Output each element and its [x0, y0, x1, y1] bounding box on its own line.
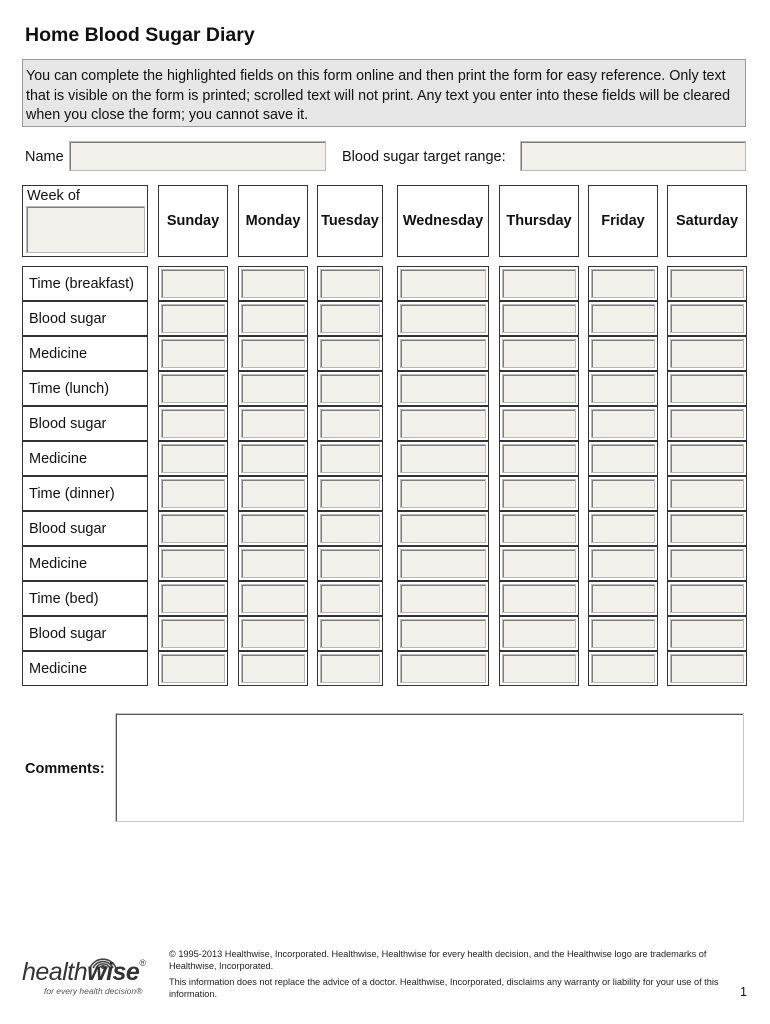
entry-field[interactable]: [670, 339, 744, 368]
day-header-sunday: Sunday: [158, 185, 228, 257]
entry-field[interactable]: [670, 444, 744, 473]
entry-field[interactable]: [161, 444, 225, 473]
entry-field[interactable]: [502, 584, 576, 613]
entry-cell: [397, 616, 489, 651]
entry-cell: [238, 371, 308, 406]
entry-cell: [667, 581, 747, 616]
entry-cell: [499, 476, 579, 511]
entry-cell: [317, 651, 383, 686]
entry-cell: [667, 266, 747, 301]
entry-field[interactable]: [670, 619, 744, 648]
entry-field[interactable]: [320, 654, 380, 683]
entry-field[interactable]: [670, 584, 744, 613]
logo-tagline: for every health decision®: [44, 986, 143, 996]
entry-cell: [317, 581, 383, 616]
entry-cell: [158, 371, 228, 406]
entry-field[interactable]: [320, 269, 380, 298]
entry-field[interactable]: [241, 339, 305, 368]
entry-field[interactable]: [670, 654, 744, 683]
target-range-label: Blood sugar target range:: [342, 149, 506, 165]
entry-cell: [667, 371, 747, 406]
entry-field[interactable]: [502, 514, 576, 543]
row-label: Medicine: [22, 336, 148, 371]
entry-field[interactable]: [502, 269, 576, 298]
entry-cell: [238, 616, 308, 651]
entry-cell: [499, 511, 579, 546]
entry-cell: [588, 406, 658, 441]
entry-field[interactable]: [502, 479, 576, 508]
entry-cell: [238, 266, 308, 301]
row-label: Blood sugar: [22, 616, 148, 651]
page-number: 1: [740, 985, 747, 999]
day-header-tuesday: Tuesday: [317, 185, 383, 257]
entry-cell: [397, 406, 489, 441]
entry-field[interactable]: [320, 409, 380, 438]
entry-cell: [499, 581, 579, 616]
entry-field[interactable]: [670, 374, 744, 403]
entry-cell: [499, 336, 579, 371]
entry-field[interactable]: [400, 269, 486, 298]
entry-cell: [317, 406, 383, 441]
entry-field[interactable]: [670, 514, 744, 543]
entry-field[interactable]: [400, 444, 486, 473]
entry-cell: [397, 301, 489, 336]
entry-cell: [397, 266, 489, 301]
entry-cell: [588, 581, 658, 616]
entry-cell: [588, 616, 658, 651]
entry-cell: [397, 511, 489, 546]
entry-cell: [317, 371, 383, 406]
entry-field[interactable]: [241, 619, 305, 648]
entry-field[interactable]: [502, 549, 576, 578]
entry-field[interactable]: [591, 584, 655, 613]
entry-cell: [667, 511, 747, 546]
entry-field[interactable]: [502, 339, 576, 368]
healthwise-logo: [22, 940, 154, 1000]
entry-field[interactable]: [320, 339, 380, 368]
entry-field[interactable]: [591, 269, 655, 298]
day-header-saturday: Saturday: [667, 185, 747, 257]
entry-cell: [238, 546, 308, 581]
entry-field[interactable]: [241, 444, 305, 473]
entry-cell: [158, 476, 228, 511]
day-header-thursday: Thursday: [499, 185, 579, 257]
entry-cell: [158, 266, 228, 301]
day-header-wednesday: Wednesday: [397, 185, 489, 257]
entry-field[interactable]: [591, 619, 655, 648]
entry-cell: [499, 441, 579, 476]
entry-field[interactable]: [161, 654, 225, 683]
row-label: Time (breakfast): [22, 266, 148, 301]
entry-field[interactable]: [400, 549, 486, 578]
entry-cell: [317, 441, 383, 476]
entry-cell: [397, 476, 489, 511]
entry-field[interactable]: [670, 479, 744, 508]
entry-cell: [499, 371, 579, 406]
entry-field[interactable]: [320, 584, 380, 613]
entry-field[interactable]: [241, 584, 305, 613]
entry-field[interactable]: [591, 654, 655, 683]
entry-cell: [588, 546, 658, 581]
entry-field[interactable]: [591, 374, 655, 403]
week-of-box: [22, 185, 148, 257]
entry-cell: [588, 476, 658, 511]
day-header-friday: Friday: [588, 185, 658, 257]
entry-cell: [397, 546, 489, 581]
entry-cell: [397, 336, 489, 371]
entry-cell: [667, 301, 747, 336]
entry-field[interactable]: [400, 304, 486, 333]
entry-field[interactable]: [400, 514, 486, 543]
entry-field[interactable]: [241, 479, 305, 508]
entry-field[interactable]: [591, 514, 655, 543]
entry-field[interactable]: [161, 549, 225, 578]
entry-cell: [317, 476, 383, 511]
name-field[interactable]: [69, 141, 326, 171]
entry-cell: [238, 336, 308, 371]
copyright-text: © 1995-2013 Healthwise, Incorporated. Healthwise, Healthwise for every health decision, and the Healthwise logo are trademarks of Healthwise, Incorporated.: [169, 949, 707, 971]
entry-field[interactable]: [502, 619, 576, 648]
entry-field[interactable]: [161, 339, 225, 368]
entry-field[interactable]: [241, 549, 305, 578]
entry-cell: [397, 651, 489, 686]
entry-field[interactable]: [320, 304, 380, 333]
comments-label: Comments:: [25, 761, 105, 777]
entry-cell: [667, 616, 747, 651]
entry-field[interactable]: [400, 584, 486, 613]
entry-cell: [238, 511, 308, 546]
entry-cell: [158, 441, 228, 476]
entry-cell: [158, 581, 228, 616]
entry-cell: [158, 511, 228, 546]
row-label: Time (lunch): [22, 371, 148, 406]
entry-cell: [397, 441, 489, 476]
entry-cell: [158, 546, 228, 581]
row-label: Medicine: [22, 651, 148, 686]
entry-cell: [667, 546, 747, 581]
entry-cell: [667, 336, 747, 371]
entry-field[interactable]: [241, 374, 305, 403]
entry-field[interactable]: [161, 304, 225, 333]
entry-cell: [588, 336, 658, 371]
entry-cell: [238, 651, 308, 686]
entry-field[interactable]: [320, 444, 380, 473]
entry-cell: [588, 301, 658, 336]
entry-field[interactable]: [502, 374, 576, 403]
entry-cell: [158, 336, 228, 371]
row-label: Medicine: [22, 546, 148, 581]
row-label: Blood sugar: [22, 511, 148, 546]
day-header-monday: Monday: [238, 185, 308, 257]
entry-field[interactable]: [241, 514, 305, 543]
row-label: Time (dinner): [22, 476, 148, 511]
entry-cell: [158, 301, 228, 336]
entry-field[interactable]: [591, 479, 655, 508]
entry-cell: [588, 651, 658, 686]
entry-field[interactable]: [591, 549, 655, 578]
entry-cell: [588, 441, 658, 476]
entry-cell: [317, 616, 383, 651]
entry-field[interactable]: [400, 654, 486, 683]
entry-field[interactable]: [502, 409, 576, 438]
logo-wordmark: healthwise®: [22, 958, 146, 986]
entry-cell: [588, 371, 658, 406]
entry-field[interactable]: [400, 479, 486, 508]
entry-cell: [317, 301, 383, 336]
entry-cell: [317, 336, 383, 371]
entry-cell: [238, 476, 308, 511]
entry-cell: [499, 651, 579, 686]
target-range-field[interactable]: [520, 141, 746, 171]
entry-field[interactable]: [161, 374, 225, 403]
entry-field[interactable]: [400, 409, 486, 438]
entry-cell: [238, 581, 308, 616]
entry-cell: [499, 266, 579, 301]
entry-field[interactable]: [161, 479, 225, 508]
entry-field[interactable]: [241, 654, 305, 683]
name-label: Name: [25, 149, 64, 165]
entry-cell: [158, 406, 228, 441]
entry-cell: [499, 406, 579, 441]
entry-field[interactable]: [161, 269, 225, 298]
entry-field[interactable]: [502, 654, 576, 683]
entry-cell: [317, 511, 383, 546]
entry-cell: [667, 651, 747, 686]
entry-field[interactable]: [400, 339, 486, 368]
entry-cell: [588, 511, 658, 546]
entry-cell: [317, 546, 383, 581]
entry-field[interactable]: [320, 549, 380, 578]
entry-cell: [238, 441, 308, 476]
entry-cell: [238, 406, 308, 441]
entry-field[interactable]: [161, 409, 225, 438]
entry-cell: [317, 266, 383, 301]
entry-field[interactable]: [591, 339, 655, 368]
row-label: Medicine: [22, 441, 148, 476]
entry-cell: [158, 651, 228, 686]
form-notice: You can complete the highlighted fields on this form online and then print the form for easy reference. Only text that is visible on the form is printed; scrolled text will not print. Any text you enter into these fields will be cleared when you close the form; you cannot save it.: [22, 59, 746, 127]
entry-field[interactable]: [320, 514, 380, 543]
entry-cell: [499, 546, 579, 581]
entry-field[interactable]: [161, 619, 225, 648]
entry-field[interactable]: [670, 409, 744, 438]
entry-cell: [667, 406, 747, 441]
entry-cell: [499, 616, 579, 651]
week-of-field[interactable]: [26, 206, 145, 253]
entry-cell: [667, 441, 747, 476]
comments-field[interactable]: [115, 713, 744, 822]
row-label: Time (bed): [22, 581, 148, 616]
entry-field[interactable]: [670, 269, 744, 298]
entry-cell: [158, 616, 228, 651]
entry-field[interactable]: [161, 584, 225, 613]
entry-field[interactable]: [400, 619, 486, 648]
form-title: Home Blood Sugar Diary: [25, 24, 255, 46]
entry-cell: [238, 301, 308, 336]
entry-field[interactable]: [241, 269, 305, 298]
week-of-label: Week of: [27, 188, 80, 204]
entry-field[interactable]: [161, 514, 225, 543]
entry-field[interactable]: [591, 409, 655, 438]
disclaimer-text: This information does not replace the advice of a doctor. Healthwise, Incorporated, disclaims any warranty or liability for your use of this information.: [169, 977, 719, 999]
row-label: Blood sugar: [22, 406, 148, 441]
entry-field[interactable]: [670, 304, 744, 333]
entry-field[interactable]: [502, 444, 576, 473]
entry-field[interactable]: [591, 304, 655, 333]
entry-field[interactable]: [320, 479, 380, 508]
entry-field[interactable]: [670, 549, 744, 578]
entry-cell: [397, 581, 489, 616]
entry-field[interactable]: [400, 374, 486, 403]
entry-cell: [588, 266, 658, 301]
entry-field[interactable]: [320, 374, 380, 403]
entry-field[interactable]: [502, 304, 576, 333]
entry-cell: [667, 476, 747, 511]
row-label: Blood sugar: [22, 301, 148, 336]
entry-field[interactable]: [241, 409, 305, 438]
entry-cell: [499, 301, 579, 336]
entry-field[interactable]: [320, 619, 380, 648]
entry-field[interactable]: [241, 304, 305, 333]
entry-cell: [397, 371, 489, 406]
entry-field[interactable]: [591, 444, 655, 473]
